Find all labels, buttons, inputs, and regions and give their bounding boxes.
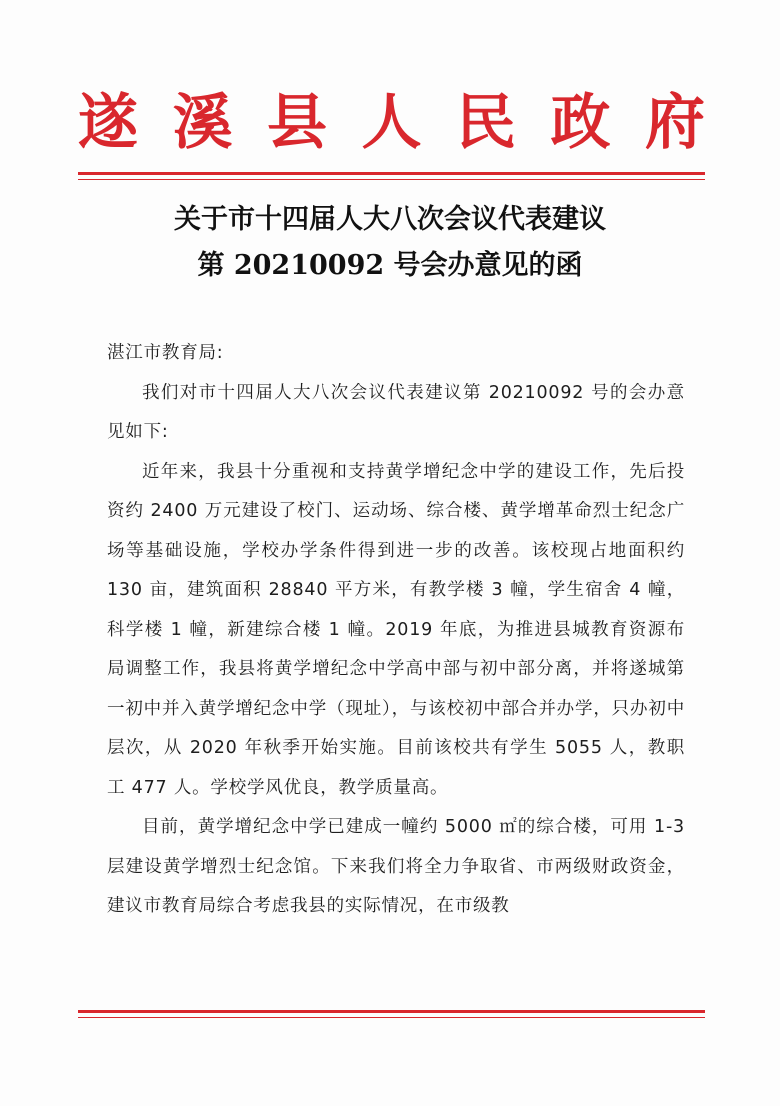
masthead-char: 民 <box>456 88 516 158</box>
letter-title-line-2: 第 20210092 号会办意见的函 <box>197 250 583 281</box>
body-paragraph: 我们对市十四届人大八次会议代表建议第 20210092 号的会办意见如下: <box>107 382 685 442</box>
issuer-masthead <box>78 82 705 164</box>
footer-divider-thick <box>78 1010 705 1013</box>
masthead-char: 溪 <box>172 88 233 158</box>
letter-title-line-1: 关于市十四届人大八次会议代表建议 <box>174 204 606 235</box>
masthead-char: 政 <box>550 88 611 158</box>
masthead-char: 县 <box>267 88 327 158</box>
body-paragraph: 目前，黄学增纪念中学已建成一幢约 5000 ㎡的综合楼，可用 1-3 层建设黄学增烈士纪念馆。下来我们将全力争取省、市两级财政资金，建议市教育局综合考虑我县的实际情况，在市级教 <box>107 817 685 916</box>
body-paragraph: 近年来，我县十分重视和支持黄学增纪念中学的建设工作，先后投资约 2400 万元建设了校门、运动场、综合楼、黄学增革命烈士纪念广场等基础设施，学校办学条件得到进一步的改善。该校现占地面积约 130 亩，建筑面积 28840 平方米，有教学楼 3 幢，学生宿舍 4 幢，科学楼 1 幢，新建综合楼 1 幢。2019 年底，为推进县城教育资源布局调整工作，我县将黄学增纪念中学高中部与初中部分离，并将遂城第一初中并入黄学增纪念中学（现址），与该校初中部合并办学，只办初中层次，从 2020 年秋季开始实施。目前该校共有学生 5055 人，教职工 477 人。学校学风优良，教学质量高。 <box>107 461 685 798</box>
salutation: 湛江市教育局: <box>107 343 224 363</box>
header-divider-thick <box>78 172 705 175</box>
footer-divider-thin <box>78 1017 705 1018</box>
header-divider-thin <box>78 179 705 180</box>
masthead-char: 人 <box>361 88 422 158</box>
letter-body <box>107 334 685 927</box>
masthead-char: 遂 <box>78 88 138 158</box>
masthead-char: 府 <box>645 88 705 158</box>
